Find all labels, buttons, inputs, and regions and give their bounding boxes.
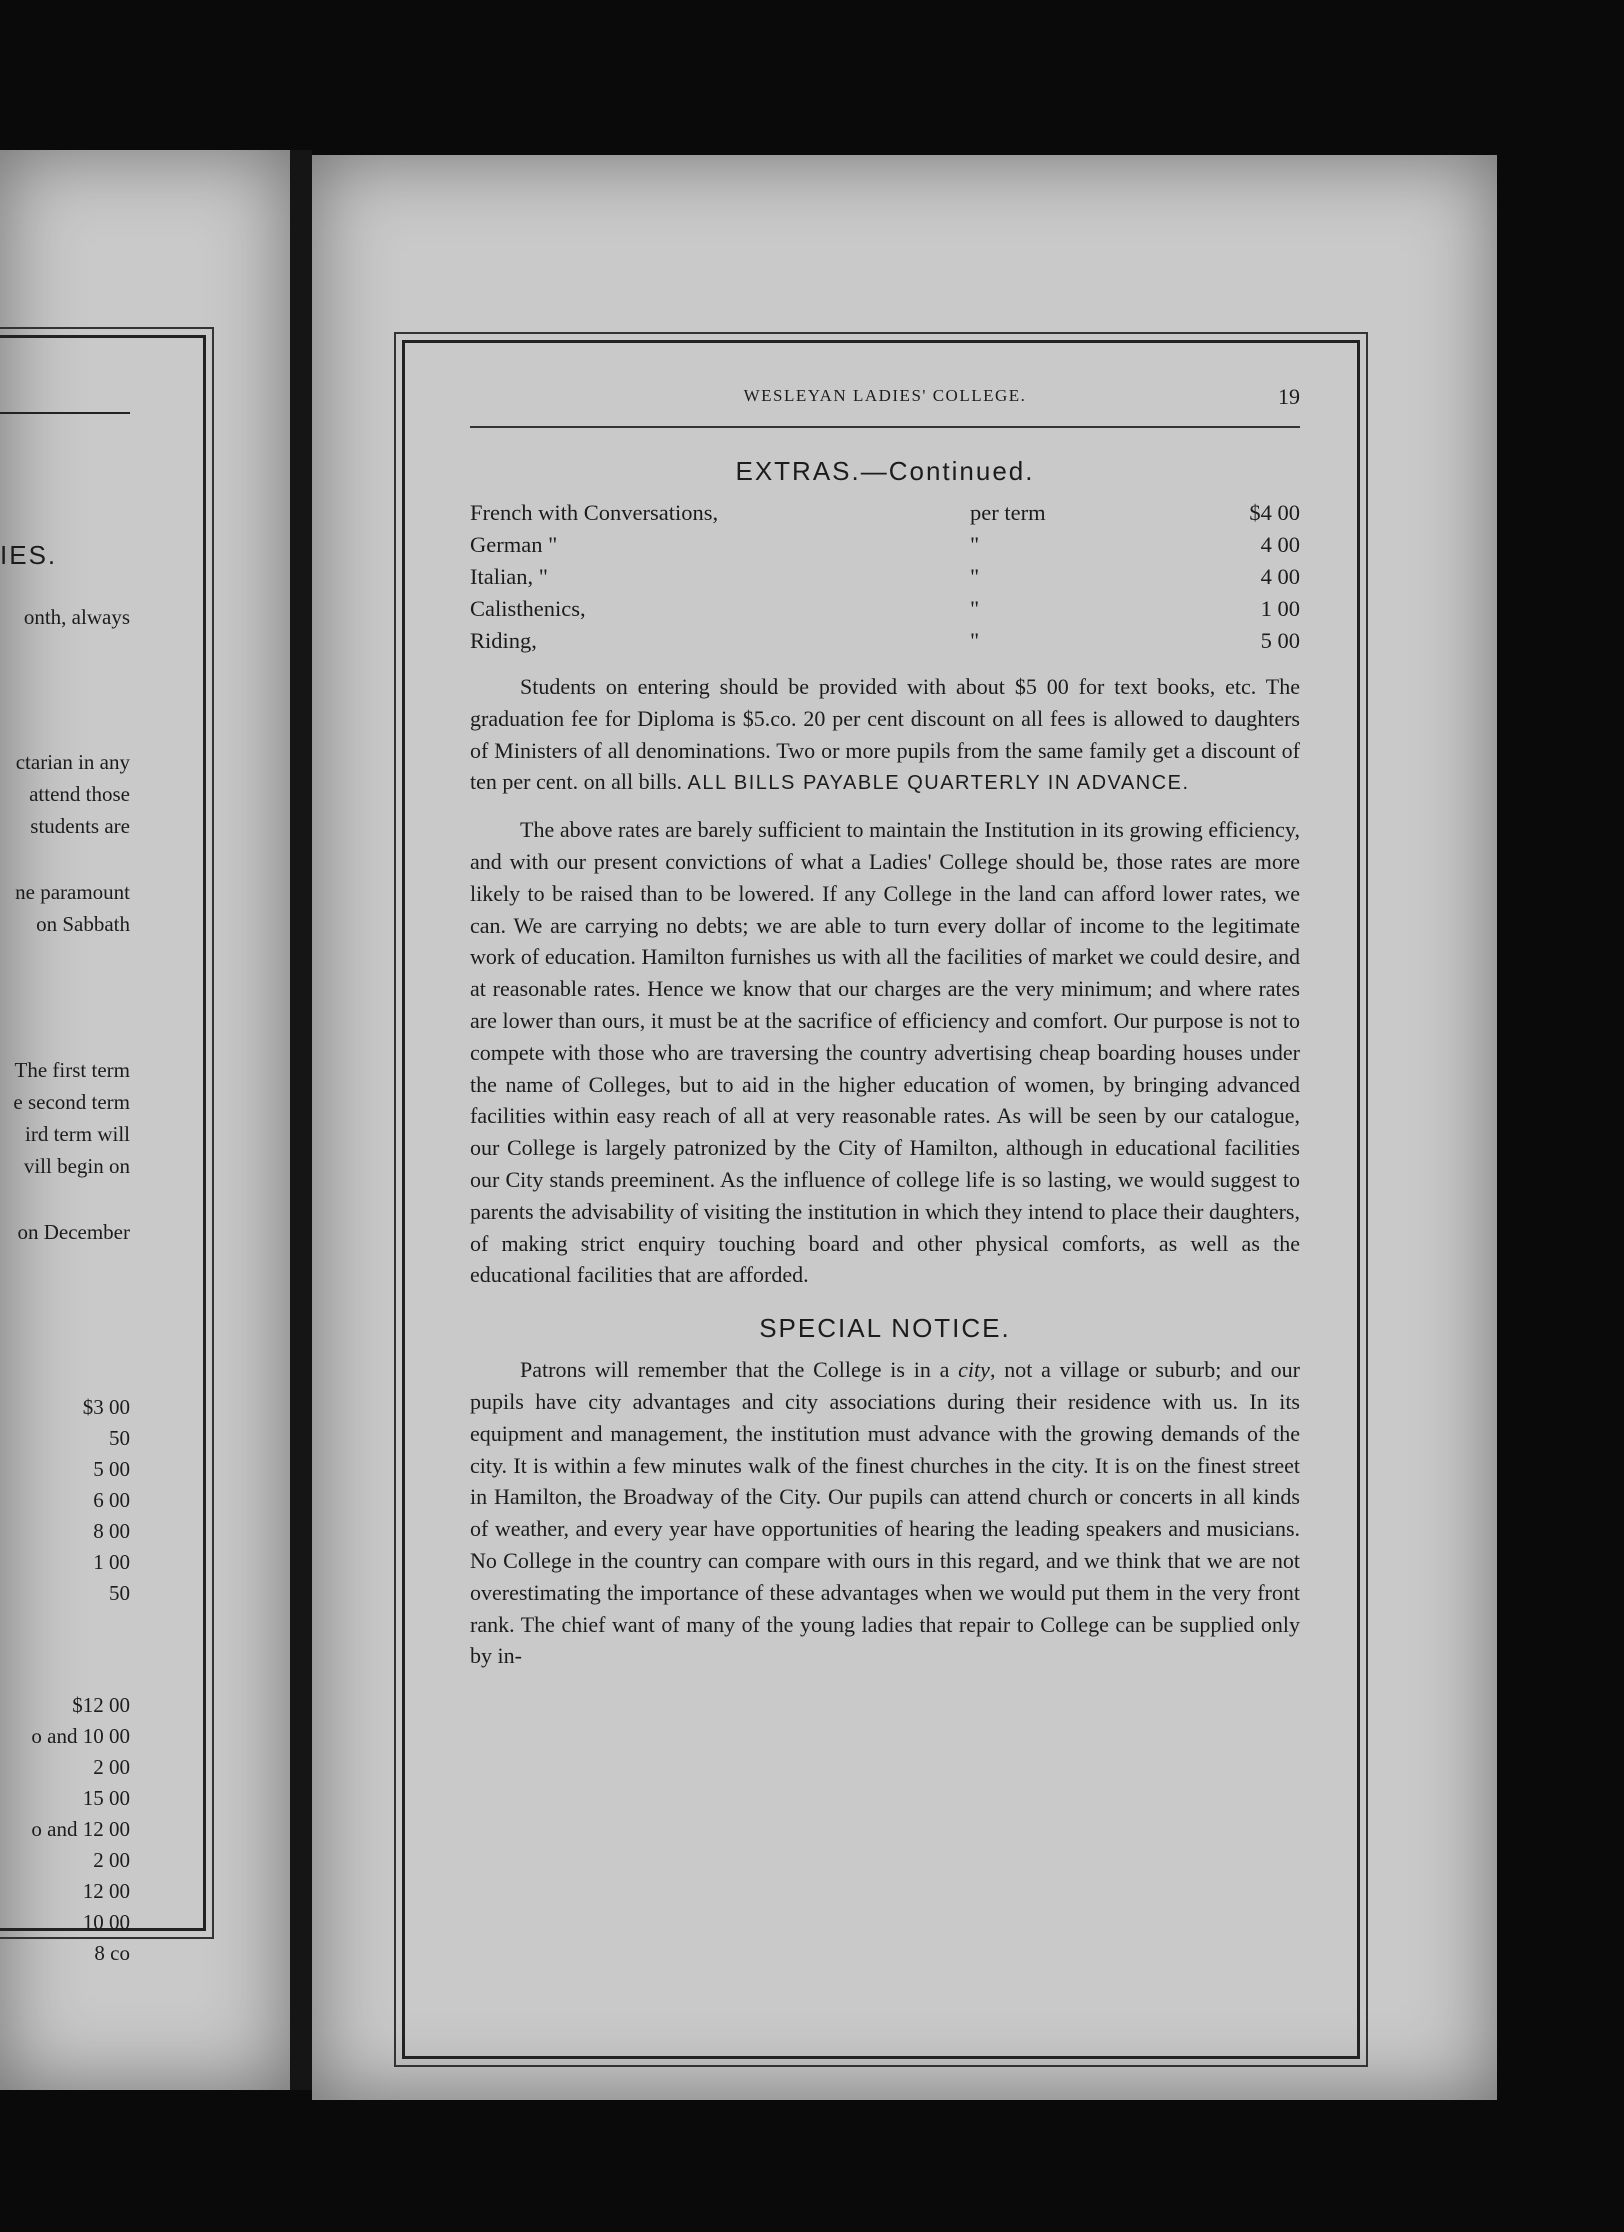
payment-terms: ALL BILLS PAYABLE QUARTERLY IN ADVANCE. [687, 772, 1190, 795]
book-gutter [290, 150, 312, 2090]
left-page-fragment [0, 150, 290, 2090]
notice-italic-word: city [958, 1357, 990, 1383]
left-page-amount: 1 00 [93, 1550, 130, 1574]
left-page-amount: 8 00 [93, 1519, 130, 1543]
left-page-line: on December [17, 1220, 130, 1244]
fee-period: " [970, 628, 980, 653]
rates-paragraph: The above rates are barely sufficient to maintain the Institution in its growing efficiency, and with our present convictions of what a Ladies' College should be, those rates are more likely to be raised than to be lowered. If any College in the land can afford lower rates, we can. We are carrying no debts; we are able to turn every dollar of income to the legitimate work of education. Hamilton furnishes us with all the facilities of market we could desire, and at reasonable rates. Hence we know that our charges are the very minimum; and where rates are lower than ours, it must be at the sacrifice of efficiency and comfort. Our purpose is not to compete with those who are traversing the country advertising cheap boarding houses under the name of Colleges, but to aid in the higher education of women, by bringing advanced facilities within easy reach of all at very reasonable rates. As will be seen by our catalogue, our College is largely patronized by the City of Hamilton, although in educational facilities our City stands preeminent. As the influence of college life is so lasting, we would suggest to parents the advisability of visiting the institution in which they intend to place their daughters, of making strict enquiry touching board and other physical comforts, as well as the educational facilities that are afforded. [470, 817, 1300, 1288]
left-page-amount: 2 00 [93, 1848, 130, 1872]
left-page-line: ctarian in any [15, 750, 130, 774]
left-page-line: on Sabbath [36, 912, 130, 936]
fee-row [470, 497, 1300, 529]
special-notice-paragraph [470, 1354, 1300, 1672]
left-page-amount: 50 [109, 1581, 130, 1605]
fee-row [470, 593, 1300, 625]
left-page-line: onth, always [23, 605, 130, 629]
left-page-amount: 15 00 [82, 1786, 130, 1810]
fee-label: Calisthenics, [470, 596, 586, 621]
fee-period: " [970, 596, 980, 621]
left-page-line: The first term [14, 1058, 130, 1082]
fee-amount: 1 00 [1260, 596, 1300, 621]
left-page-amount: 6 00 [93, 1488, 130, 1512]
fee-period: " [970, 564, 980, 589]
left-page-amount: o and 10 00 [31, 1724, 130, 1748]
left-page-amount: 5 00 [93, 1457, 130, 1481]
left-page-line: students are [30, 814, 130, 838]
fee-label: French with Conversations, [470, 500, 719, 525]
left-page-amount: 8 co [94, 1941, 130, 1965]
extras-paragraph-text: Students on entering should be provided with about $5 00 for text books, etc. The graduation fee for Diploma is $5.co. 20 per cent discount on all fees is allowed to daughters of Ministers of all denominations. Two or more pupils from the same family get a discount of ten per cent. on all bills. [470, 674, 1300, 795]
left-page-amount: 2 00 [93, 1755, 130, 1779]
left-page-amount: $12 00 [72, 1693, 130, 1717]
left-page-amount: o and 12 00 [31, 1817, 130, 1841]
fee-amount: 5 00 [1260, 628, 1300, 653]
fee-row [470, 561, 1300, 593]
fee-period: per term [970, 500, 1046, 525]
fee-label: Riding, [470, 628, 537, 653]
extras-heading: EXTRAS.—Continued. [735, 456, 1035, 486]
left-page-line: ird term will [25, 1122, 130, 1146]
left-page-amount: $3 00 [82, 1395, 130, 1419]
notice-text-start: Patrons will remember that the College is in a [520, 1357, 959, 1383]
running-title: WESLEYAN LADIES' COLLEGE. [743, 386, 1027, 405]
fee-period: " [970, 532, 980, 557]
left-page-amount: 50 [109, 1426, 130, 1450]
notice-text-rest: , not a village or suburb; and our pupils have city advantages and city associations during their residence with us. In its equipment and management, the institution must advance with the growing demands of the city. It is within a few minutes walk of the finest churches in the city. It is on the finest street in Hamilton, the Broadway of the City. Our pupils can attend church or concerts in all kinds of weather, and every year have opportunities of hearing the leading speakers and musicians. No College in the country can compare with ours in this regard, and we think that we are not overestimating the importance of these advantages when we would put them in the very front rank. The chief want of many of the young ladies that repair to College can be supplied only by in- [470, 1357, 1300, 1669]
left-page-line: attend those [29, 782, 130, 806]
left-page-heading: IES. [0, 540, 58, 570]
special-notice-heading: SPECIAL NOTICE. [759, 1313, 1011, 1344]
left-page-amount: 12 00 [82, 1879, 130, 1903]
fee-amount: 4 00 [1260, 564, 1300, 589]
left-page-line: ne paramount [15, 880, 130, 904]
left-page-amount: 10 00 [82, 1910, 130, 1934]
fee-label: German " [470, 532, 558, 557]
fee-amount: $4 00 [1249, 500, 1300, 525]
left-page-rule [0, 412, 130, 414]
header-rule [470, 426, 1300, 428]
extras-fee-table [470, 497, 1300, 657]
fee-amount: 4 00 [1260, 532, 1300, 557]
fee-row [470, 529, 1300, 561]
fee-label: Italian, " [470, 564, 548, 589]
page-content [470, 380, 1300, 1672]
page-number: 19 [1278, 384, 1300, 409]
extras-paragraph [470, 671, 1300, 800]
left-page-line: vill begin on [23, 1154, 130, 1178]
left-page-line: e second term [13, 1090, 130, 1114]
running-header [470, 380, 1300, 418]
fee-row [470, 625, 1300, 657]
